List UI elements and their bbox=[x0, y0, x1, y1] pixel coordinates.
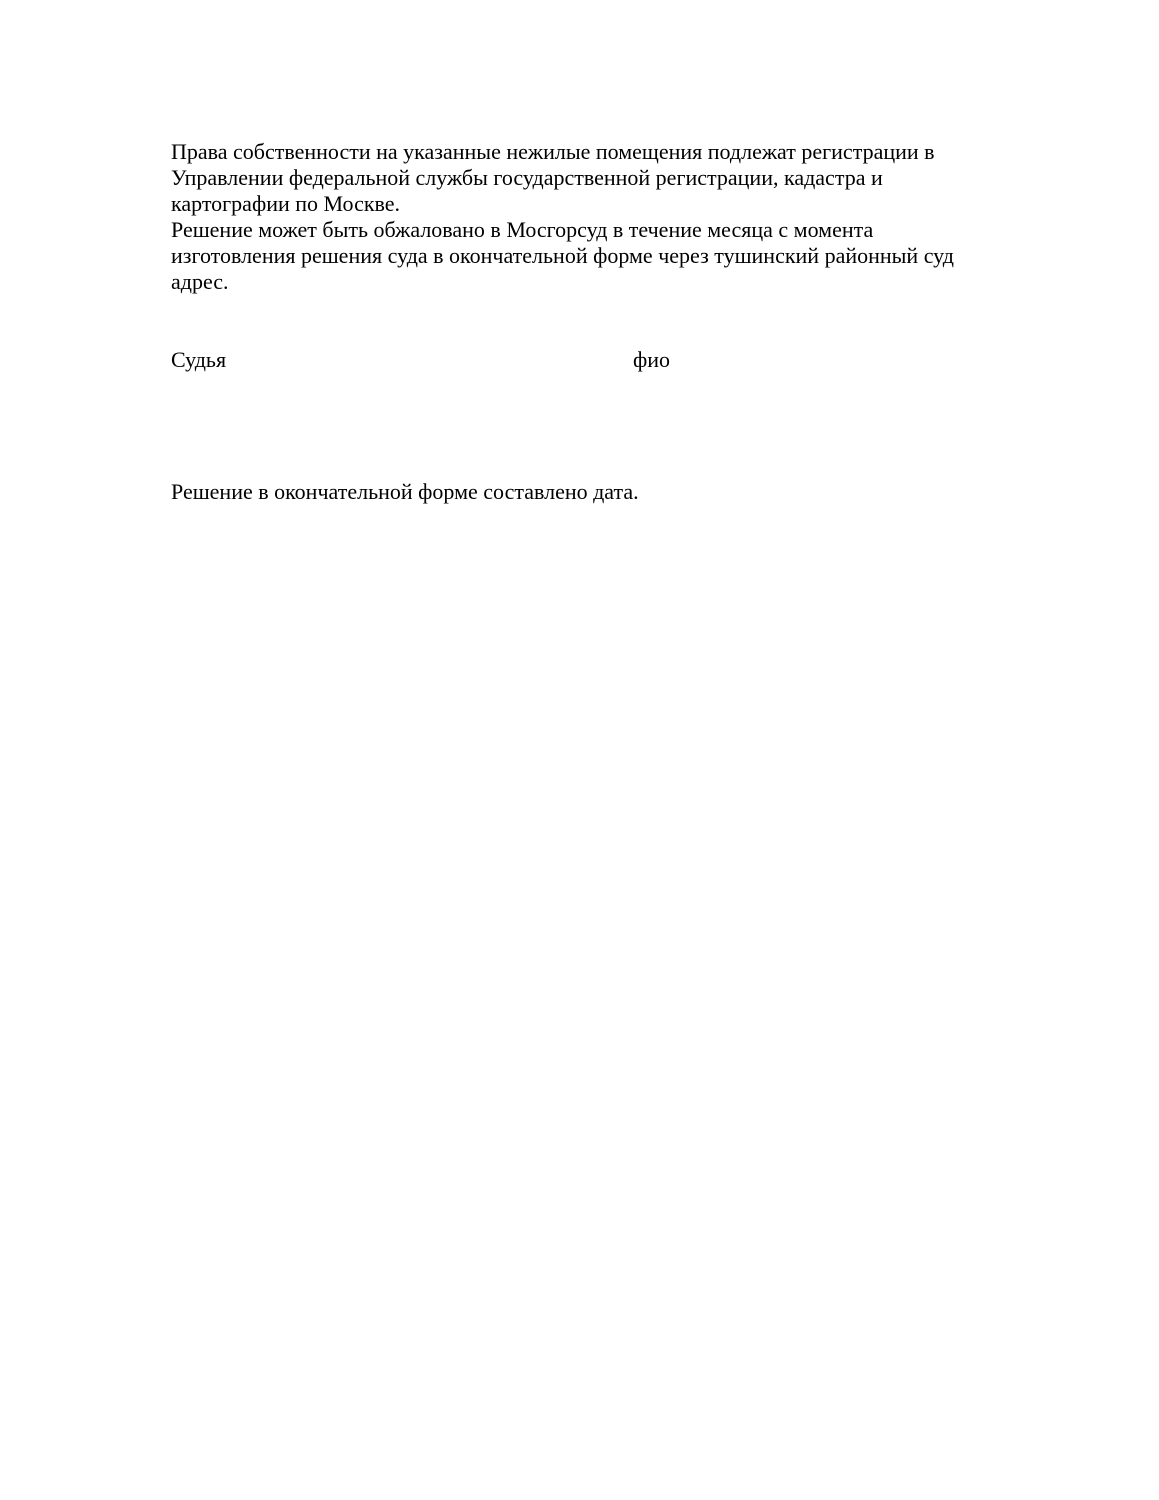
paragraph-line: Решение может быть обжаловано в Мосгорсуд в течение месяца с момента bbox=[171, 217, 874, 242]
judge-name: фио bbox=[633, 347, 671, 372]
paragraph-line: адрес. bbox=[171, 269, 229, 294]
paragraph-line: Управлении федеральной службы государственной регистрации, кадастра и bbox=[171, 165, 883, 190]
paragraph-line: картографии по Москве. bbox=[171, 191, 401, 216]
judge-label: Судья bbox=[171, 347, 227, 372]
signature-row bbox=[171, 347, 871, 373]
appeal-paragraph bbox=[171, 217, 954, 295]
final-form-note: Решение в окончательной форме составлено дата. bbox=[171, 479, 639, 504]
paragraph-line: изготовления решения суда в окончательной форме через тушинский районный суд bbox=[171, 243, 954, 268]
registration-paragraph bbox=[171, 139, 935, 217]
paragraph-line: Права собственности на указанные нежилые помещения подлежат регистрации в bbox=[171, 139, 935, 164]
